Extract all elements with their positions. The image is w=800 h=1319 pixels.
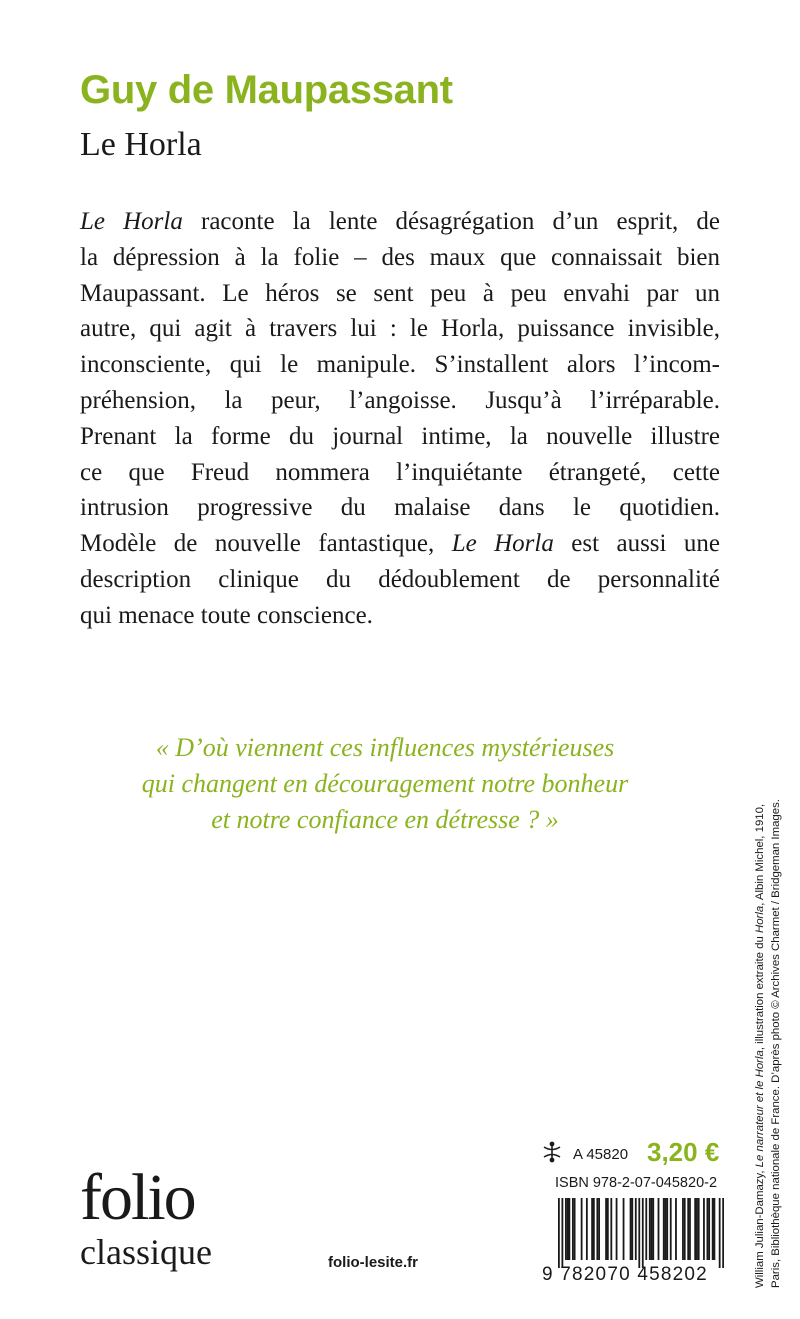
barcode-bar [703,1198,705,1260]
barcode-bar [581,1198,583,1260]
barcode-bar [714,1198,716,1260]
blurb-line: Le Horla raconte la lente désagrégation d’un esprit, de [80,208,720,235]
book-title: Le Horla [80,126,202,163]
illustration-credit [752,718,782,1288]
barcode-bar [687,1198,689,1260]
blurb-line: Prenant la forme du journal intime, la nouvelle illustre [80,422,720,450]
barcode-bar [591,1198,593,1260]
barcode-bar [712,1198,714,1260]
barcode-bar [565,1198,567,1260]
barcode-bar [694,1198,696,1260]
blurb-line: Maupassant. Le héros se sent peu à peu envahi par un [80,279,720,307]
pull-quote [90,730,680,838]
blurb-italic-title: Le Horla [80,208,183,235]
barcode-bar [663,1198,665,1260]
barcode-bar [684,1198,686,1260]
folio-logo: folio [80,1161,195,1234]
credit-text [752,718,784,1288]
credit-line-1: William Julian-Damazy, Le narrateur et le Horla, illustration extraite du Horla, Albin Michel, 1910, [754,803,766,1288]
barcode-bar [561,1198,563,1268]
barcode-bar [607,1198,609,1260]
blurb-line: intrusion progressive du malaise dans le quotidien. [80,494,720,522]
barcode-bar [665,1198,667,1260]
blurb-line: autre, qui agit à travers lui : le Horla, puissance invisible, [80,315,720,343]
folio-category-glyph-icon [540,1140,564,1169]
category-glyph-svg [540,1140,564,1164]
blurb-line: qui menace toute conscience. [80,601,373,629]
barcode-bar [635,1198,637,1260]
barcode-bar [568,1198,570,1260]
barcode-bar [574,1198,576,1260]
barcode-bar [722,1198,724,1268]
publisher-website: folio-lesite.fr [328,1254,419,1271]
barcode-bar [675,1198,677,1260]
blurb-line: Modèle de nouvelle fantastique, Le Horla est aussi une [80,530,720,558]
barcode-bar [682,1198,684,1260]
quote-line: et notre confiance en détresse ? » [211,805,559,834]
barcode-bar [593,1198,595,1260]
blurb-line: description clinique du dédoublement de personnalité [80,565,720,593]
barcode-bar [670,1198,672,1260]
barcode-bar [598,1198,600,1260]
barcode [558,1198,724,1268]
barcode-bar [719,1198,721,1268]
author-name: Guy de Maupassant [80,68,453,112]
barcode-bar [572,1198,574,1260]
isbn: ISBN 978-2-07-045820-2 [555,1175,718,1191]
barcode-bar [616,1198,618,1260]
credit-line-2: Paris, Bibliothèque nationale de France. D’après photo © Archives Charmet / Bridgeman Images. [770,799,782,1288]
barcode-bar [708,1198,710,1260]
blurb-line: ce que Freud nommera l’inquiétante étrangeté, cette [80,458,720,486]
barcode-bar [652,1198,654,1260]
quote-line: « D’où viennent ces influences mystérieuses [155,733,615,762]
barcode-bar [651,1198,653,1260]
barcode-bar [596,1198,598,1260]
barcode-bar [558,1198,560,1268]
barcode-bar [630,1198,632,1260]
barcode-bar [696,1198,698,1260]
barcode-bar [610,1198,612,1260]
barcode-bar [645,1198,647,1260]
barcode-bar [586,1198,588,1260]
barcode-bar [623,1198,625,1260]
collection-name: classique [80,1232,212,1272]
barcode-number: 9 782070 458202 [542,1264,708,1285]
price-row [540,1136,730,1172]
barcode-bar [649,1198,651,1260]
catalogue-reference: A 45820 [573,1146,629,1163]
barcode-bar [658,1198,660,1260]
blurb-line: préhension, la peur, l’angoisse. Jusqu’à l’irréparable. [80,386,720,414]
barcode-bar [638,1198,640,1268]
barcode-bar [698,1198,700,1260]
barcode-bar [605,1198,607,1260]
price: 3,20 € [647,1137,720,1167]
barcode-bar [631,1198,633,1260]
quote-line: qui changent en découragement notre bonheur [141,769,629,798]
barcode-bar [642,1198,644,1268]
barcode-bar [567,1198,569,1260]
blurb-text [80,204,720,634]
barcode-bar [689,1198,691,1260]
barcode-bar [707,1198,709,1260]
blurb-line: inconsciente, qui le manipule. S’installent alors l’incom- [80,351,720,379]
barcode-bar [666,1198,668,1260]
blurb-italic-title: Le Horla [451,530,554,558]
blurb-line: la dépression à la folie – des maux que connaissait bien [80,243,720,271]
